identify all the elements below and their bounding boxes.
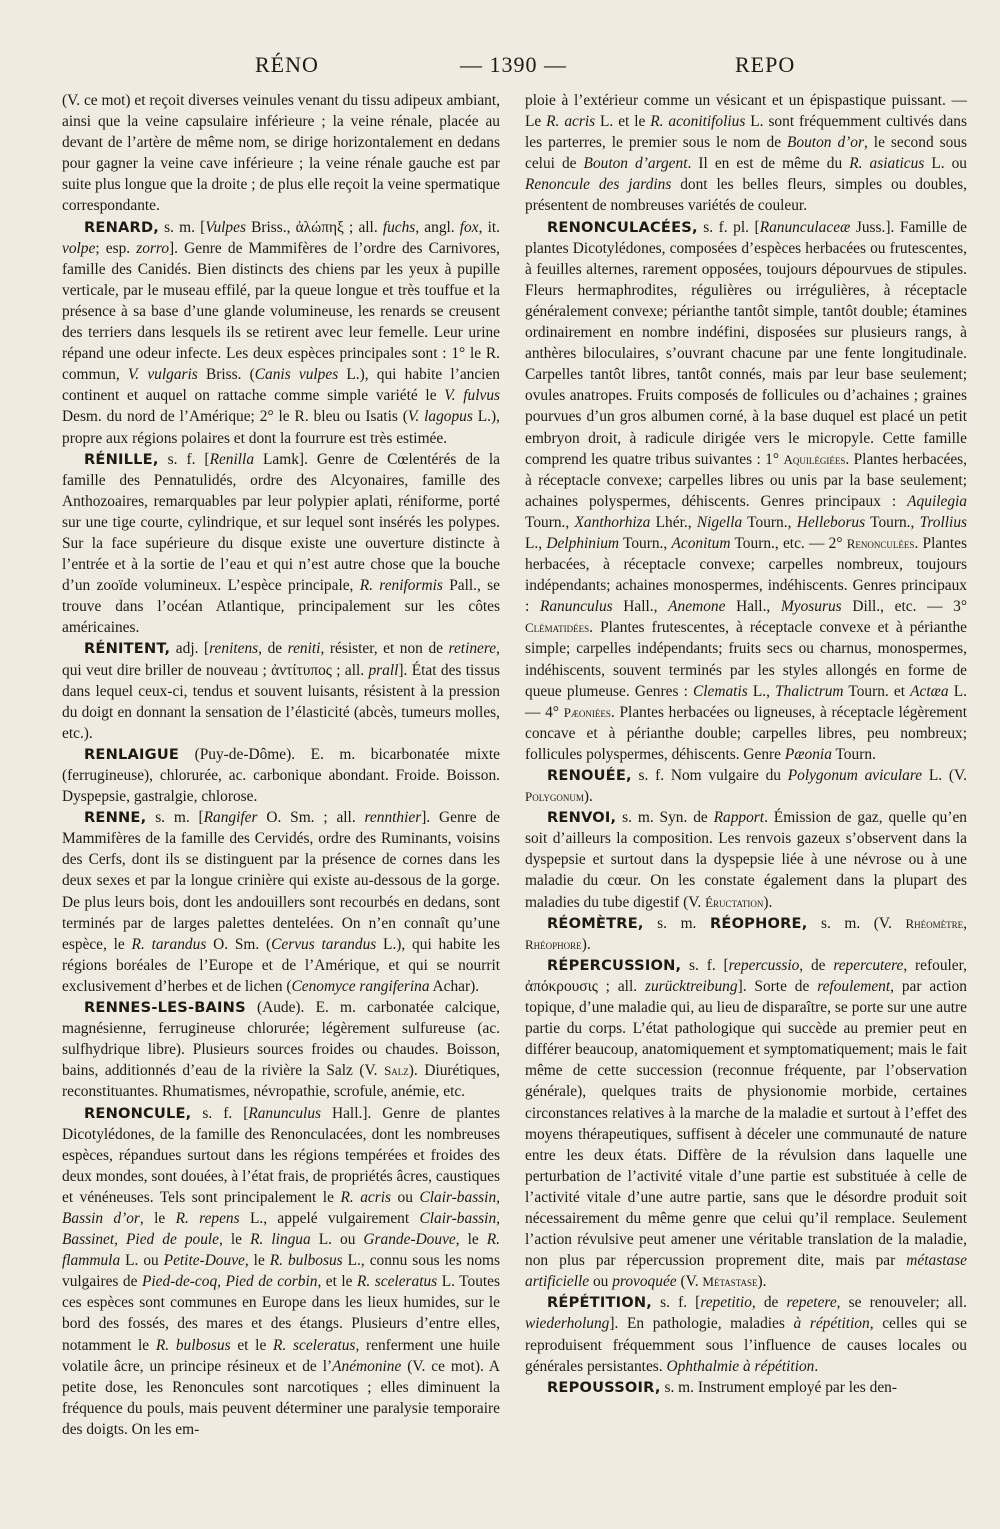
entry-renne: RENNE, s. m. [Rangifer O. Sm. ; all. rennthier]. Genre de Mammifères de la famille des Cervidés, ordre des Ruminants, voisins des Cerfs, dont ils se distinguent par la présence de cornes dans les deux sexes et par la longue crinière qui existe au-dessous de la gorge. De plus leurs bois, dont les andouillers sont recourbés en dedans, sont terminés par de larges palettes dentelées. On n’en connaît qu’une espèce, le R. tarandus O. Sm. (Cervus tarandus L.), qui habite les régions boréales de l’Europe et de l’Amérique, et qui se nourrit exclusivement d’herbes et de lichen (Cenomyce rangiferina Achar). [62,809,500,995]
entry-continuation: ploie à l’extérieur comme un vésicant et un épispastique puissant. — Le R. acris L. et le R. aconitifolius L. sont fréquemment cultivés dans les parterres, le premier sous le nom de Bouton d’or, le second sous celui de Bouton d’argent. Il en est de même du R. asiaticus L. ou Renoncule des jardins dont les belles fleurs, simples ou doubles, présentent de nombreuses variétés de couleur. [525,92,968,215]
entry-rennes-les-bains: RENNES-LES-BAINS (Aude). E. m. carbonatée calcique, magnésienne, ferrugineuse chlorurée; légèrement sulfureuse (ac. sulfhydrique libre). Plusieurs sources froides ou chaudes. Boisson, bains, additionnés d’eau de la rivière la Salz (V. Salz). Diurétiques, reconstituantes. Rhumatismes, névropathie, scrofule, anémie, etc. [62,999,500,1101]
entry-repoussoir: REPOUSSOIR, s. m. Instrument employé par les den- [547,1378,897,1396]
right-column [525,90,967,1398]
headword: RENVOI, [547,809,617,827]
entry-renard: RENARD, s. m. [Vulpes Briss., ἀλώπηξ ; all. fuchs, angl. fox, it. volpe; esp. zorro]. Genre de Mammifères de l’ordre des Carnivores, famille des Canidés. Bien distincts des chiens par les yeux à pupille verticale, par le museau effilé, par la queue longue et très touffue et la présence à sa base d’une glande volumineuse, les renards se creusent des terriers dans lesquels ils se retirent avec leur femelle. Leur urine répand une odeur infecte. Les deux espèces principales sont : 1° le R. commun, V. vulgaris Briss. (Canis vulpes L.), qui habite l’ancien continent et auquel on rattache comme simple variété le V. fulvus Desm. du nord de l’Amérique; 2° le R. bleu ou Isatis (V. lagopus L.), propre aux régions polaires et dont la fourrure est très estimée. [62,218,501,447]
headword: RÉOPHORE, [709,914,808,932]
entry-renille: RÉNILLE, s. f. [Renilla Lamk]. Genre de Cœlentérés de la famille des Pennatulidés, ordre des Alcyonaires, famille des Anthozoaires, remarquables par leur polypier aplati, réniforme, porté sur une tige courte, cylindrique, et sur lequel sont insérés les polypes. Sur la face supérieure du disque existe une ouverture distincte à l’entrée et à la sortie de l’eau et qui n’est autre chose que la bouche d’un zooïde volumineux. L’espèce principale, R. reniformis Pall., se trouve dans l’océan Atlantique, principalement sur les côtes américaines. [62,450,500,637]
headword: RENONCULE, [84,1104,192,1122]
entry-repetition: RÉPÉTITION, s. f. [repetitio, de repetere, se renouveler; all. wiederholung]. En pathologie, maladies à répétition, celles qui se reproduisent fréquemment sous l’influence de causes locales ou générales persistantes. Ophthalmie à répétition. [525,1294,967,1375]
headword: RENNES-LES-BAINS [84,999,246,1017]
headword: RÉOMÈTRE, [547,914,644,932]
entry-renitent: RÉNITENT, adj. [renitens, de reniti, résister, et non de retinere, qui veut dire briller de nouveau ; ἀντίτυπος ; all. prall]. État des tissus dans lequel ceux-ci, tendus et souvent luisants, résistent à la pression du doigt en donnant la sensation de l’élasticité (abcès, tumeurs molles, etc.). [62,640,500,742]
entry-renouee: RENOUÉE, s. f. Nom vulgaire du Polygonum aviculare L. (V. Polygonum). [525,767,967,806]
headword: RENNE, [84,809,147,827]
entry-repercussion: RÉPERCUSSION, s. f. [repercussio, de repercutere, refouler, ἀπόκρουσις ; all. zurücktreibung]. Sorte de refoulement, par action topique, d’une maladie qui, au lieu de disparaître, se porte sur une autre partie du corps. L’état pathologique qui succède au premier peut en différer beaucoup, anatomiquement et symptomatiquement; mais le fait même de cette succession (reconnue fréquente, par l’observation générale), quelques traits de physionomie morbide, certaines circonstances relatives à la marche de la maladie et surtout à l’effet des moyens thérapeutiques, suffisent à déceler une communauté de nature entre les deux états. Diffère de la révulsion dans laquelle une perturbation de l’activité vitale d’une partie est substituée à celle de l’activité vitale d’une autre partie, sans que le désordre produit soit nécessairement du même genre que celui qu’il remplace. Seulement l’action révulsive peut amener une véritable translation de la maladie, non plus par répercussion proprement dite, mais par métastase artificielle ou provoquée (V. Métastase). [525,956,967,1291]
entry-continuation: (V. ce mot) et reçoit diverses veinules venant du tissu adipeux ambiant, ainsi que la veine capsulaire inférieure ; la veine rénale, placée au devant de l’artère de même nom, se dirige horizontalement en dedans pour gagner la veine cave inférieure ; la veine rénale gauche est par suite plus longue que la droite ; de plus elle reçoit la veine spermatique correspondante. [62,92,500,215]
headword: RÉNITENT, [84,640,171,658]
running-head-left: RÉNO [255,52,319,77]
page-number: — 1390 — [460,52,567,77]
headword: RÉPÉTITION, [547,1294,653,1312]
headword: RENONCULACÉES, [547,218,698,236]
headword: RENARD, [84,218,160,236]
entry-renvoi: RENVOI, s. m. Syn. de Rapport. Émission de gaz, quelle qu’en soit d’ailleurs la composition. Les renvois gazeux s’observent dans la dyspepsie et surtout dans la dyspepsie liée à une névrose ou à une maladie du cœur. On les constate également dans la plupart des maladies du tube digestif (V. Éructation). [525,809,967,911]
headword: RENOUÉE, [547,767,632,784]
headword: RENLAIGUE [84,745,180,763]
headword: RÉNILLE, [84,450,159,468]
entry-renoncule: RENONCULE, s. f. [Ranunculus Hall.]. Genre de plantes Dicotylédones, de la famille des Renonculacées, dont les nombreuses espèces, répandues surtout dans les régions tempérées et froides des deux mondes, sont douées, à l’état frais, de propriétés âcres, caustiques et vénéneuses. Tels sont principalement le R. acris ou Clair-bassin, Bassin d’or, le R. repens L., appelé vulgairement Clair-bassin, Bassinet, Pied de poule, le R. lingua L. ou Grande-Douve, le R. flammula L. ou Petite-Douve, le R. bulbosus L., connu sous les noms vulgaires de Pied-de-coq, Pied de corbin, et le R. sceleratus L. Toutes ces espèces sont communes en Europe dans les lieux humides, sur le bord des fossés, des mares et des étangs. Plusieurs d’entre elles, notamment le R. bulbosus et le R. sceleratus, renferment une huile volatile âcre, un principe résineux et de l’Anémonine (V. ce mot). A petite dose, les Renoncules sont narcotiques ; elles diminuent la fréquence du pouls, mais peuvent déterminer une paralysie temporaire des doigts. On les em- [62,1104,501,1438]
running-head-right: REPO [735,52,796,77]
running-head [70,52,930,88]
left-column [62,90,500,1440]
entry-renlaigue: RENLAIGUE (Puy-de-Dôme). E. m. bicarbonatée mixte (ferrugineuse), chlorurée, ac. carbonique abondant. Froide. Boisson. Dyspepsie, gastralgie, chlorose. [62,745,500,806]
headword: RÉPERCUSSION, [547,956,682,974]
headword: REPOUSSOIR, [547,1378,661,1396]
entry-reometre: RÉOMÈTRE, s. m. RÉOPHORE, s. m. (V. Rhéomètre, Rhéophore). [525,914,967,953]
entry-renonculacees: RENONCULACÉES, s. f. pl. [Ranunculaceæ Juss.]. Famille de plantes Dicotylédones, composées d’espèces herbacées ou frutescentes, à feuilles alternes, rarement opposées, toujours dépourvues de stipules. Fleurs hermaphrodites, régulières ou irrégulières, à réceptacle généralement convexe; périanthe tantôt simple, tantôt double; étamines ordinairement en nombre indéfini, disposées sur plusieurs rangs, à anthères biloculaires, s’ouvrant chacune par une fente longitudinale. Carpelles tantôt libres, tantôt connés, mais par leur base seulement; ovules anatropes. Fruits composés de follicules ou d’achaines ; graines pourvues d’un gros albumen corné, à la base duquel est placé un petit embryon droit, à radicule dirigée vers le micropyle. Cette famille comprend les quatre tribus suivantes : 1° Aquilégiées. Plantes herbacées, à réceptacle convexe; carpelles libres ou unis par la base seulement; achaines polyspermes, déhiscents. Genres principaux : Aquilegia Tourn., Xanthorhiza Lhér., Nigella Tourn., Helleborus Tourn., Trollius L., Delphinium Tourn., Aconitum Tourn., etc. — 2° Renonculées. Plantes herbacées, à réceptacle convexe; carpelles nombreux, toujours indépendants; achaines monospermes, indéhiscents. Genres principaux : Ranunculus Hall., Anemone Hall., Myosurus Dill., etc. — 3° Clématidées. Plantes frutescentes, à réceptacle convexe et à périanthe simple; carpelles indépendants; fruits secs ou charnus, monospermes, indéhiscents, souvent terminés par les styles allongés en forme de queue plumeuse. Genres : Clematis L., Thalictrum Tourn. et Actæa L. — 4° Pæoniées. Plantes herbacées ou ligneuses, à réceptacle légèrement concave et à périanthe double; carpelles libres, peu nombreux; follicules polyspermes, déhiscents. Genre Pæonia Tourn. [525,218,968,763]
